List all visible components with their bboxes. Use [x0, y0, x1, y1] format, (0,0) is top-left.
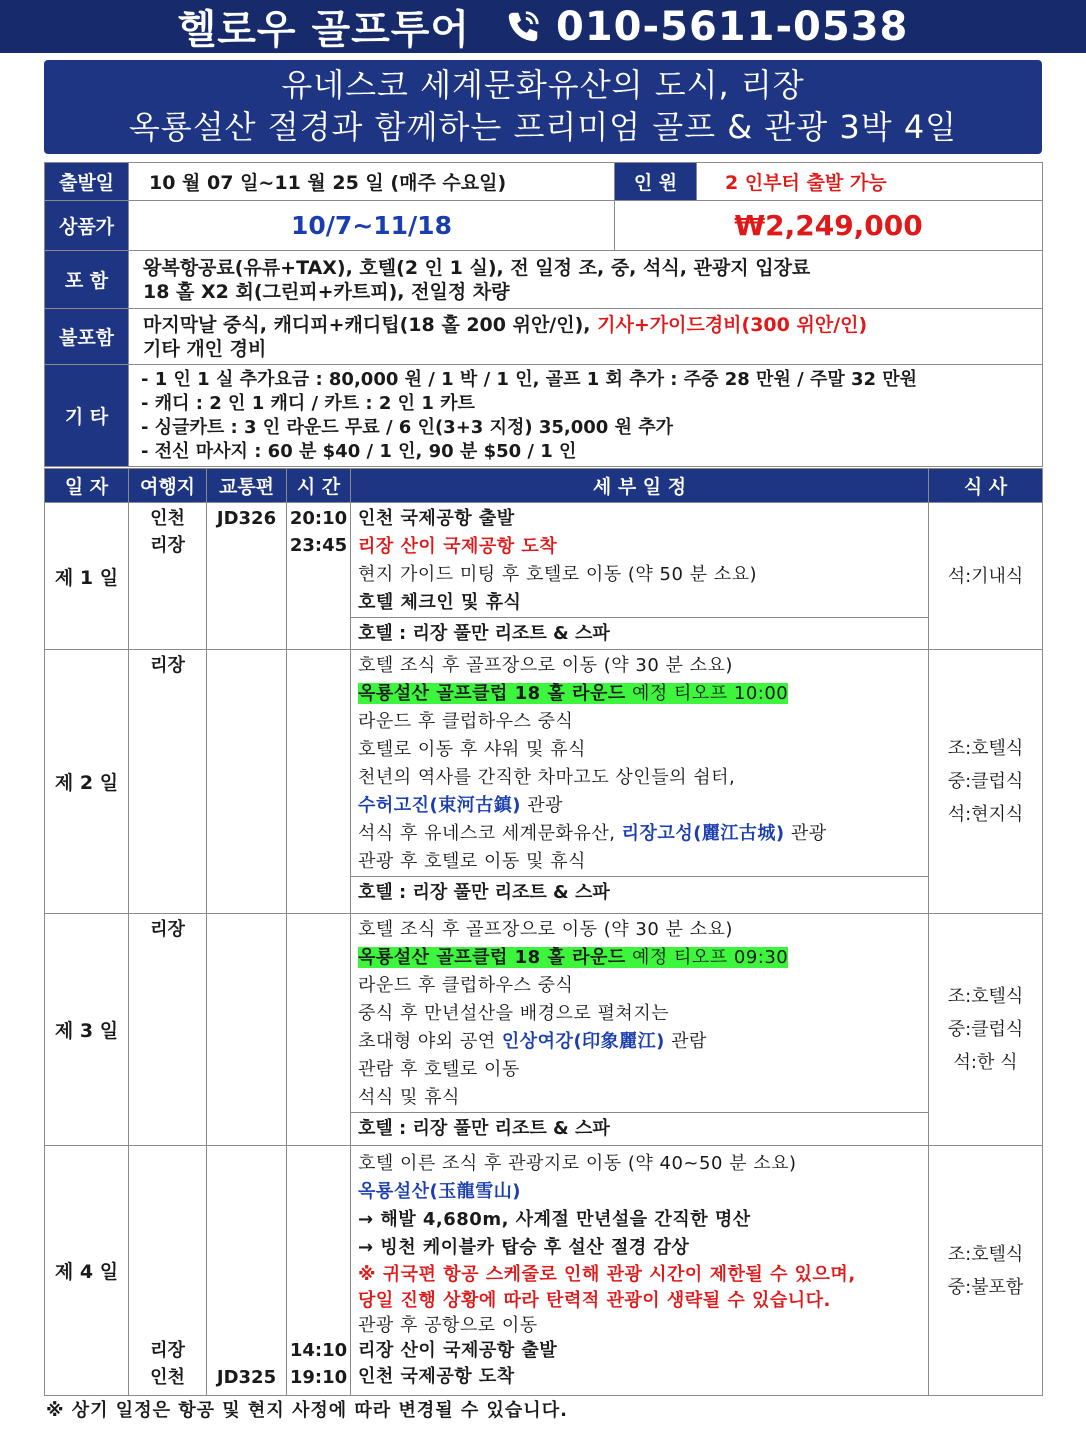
- warning-line: ※ 귀국편 항공 스케줄로 인해 관광 시간이 제한될 수 있으며,: [358, 1264, 856, 1285]
- phone-number: 010-5611-0538: [556, 3, 909, 50]
- departure-value: 10 월 07 일~11 월 25 일 (매주 수요일): [129, 163, 615, 201]
- meal-item: 조:호텔식: [947, 986, 1024, 1007]
- title-line-2: 옥룡설산 절경과 함께하는 프리미엄 골프 & 관광 3박 4일: [128, 108, 958, 146]
- meal-item: 중:클럽식: [947, 1019, 1024, 1040]
- flight-times: [287, 1146, 351, 1396]
- flight-number: JD326: [216, 508, 277, 529]
- dest-depart: 리장: [150, 1340, 185, 1361]
- etc-list: [129, 365, 1043, 467]
- price-label: 상품가: [45, 201, 129, 251]
- people-label: 인 원: [615, 163, 697, 201]
- meal-item: 조:호텔식: [947, 1243, 1024, 1265]
- sightseeing-spot: 인상여강(印象麗江): [501, 1031, 665, 1052]
- meal-item: 조:호텔식: [947, 738, 1024, 759]
- flight-times: [287, 503, 351, 650]
- phone-contact[interactable]: [504, 4, 908, 50]
- etc-line: - 1 인 1 실 추가요금 : 80,000 원 / 1 박 / 1 인, 골프 1 회 추가 : 주중 28 만원 / 주말 32 만원: [141, 368, 918, 390]
- day-label: 제 3 일: [45, 914, 129, 1146]
- detail-line: 관광 후 공항으로 이동: [358, 1315, 538, 1336]
- dest-name: 리장: [150, 919, 185, 940]
- col-detail: 세 부 일 정: [351, 469, 929, 503]
- exclude-label: 불포함: [45, 309, 129, 365]
- etc-line: - 전신 마사지 : 60 분 $40 / 1 인, 90 분 $50 / 1 인: [141, 440, 577, 462]
- detail-line: 호텔 이른 조식 후 관광지로 이동 (약 40~50 분 소요): [358, 1153, 797, 1174]
- day-row-4: [45, 1146, 1043, 1396]
- detail-text: 초대형 야외 공연: [358, 1031, 502, 1052]
- col-destination: 여행지: [129, 469, 207, 503]
- meal-info: [929, 1146, 1043, 1396]
- detail-line: → 해발 4,680m, 사계절 만년설을 간직한 명산: [358, 1209, 751, 1230]
- detail-line: 리장 산이 국제공항 도착: [358, 536, 558, 557]
- detail-line: 천년의 역사를 간직한 차마고도 상인들의 쉼터,: [358, 767, 736, 788]
- flight-times: [287, 650, 351, 914]
- dest-depart: 인천: [150, 508, 185, 529]
- day-detail: [351, 650, 929, 914]
- detail-line: 관람 후 호텔로 이동: [358, 1059, 520, 1080]
- title-banner: [44, 60, 1042, 154]
- col-transport: 교통편: [207, 469, 287, 503]
- sightseeing-spot: 리장고성(麗江古城): [621, 823, 785, 844]
- detail-line: 리장 산이 국제공항 출발: [358, 1340, 558, 1361]
- phone-icon: [504, 8, 542, 46]
- flight-code: [207, 650, 287, 914]
- day-detail: [351, 503, 929, 650]
- flight-times: [287, 914, 351, 1146]
- title-line-1: 유네스코 세계문화유산의 도시, 리장: [281, 66, 805, 104]
- day-label: 제 4 일: [45, 1146, 129, 1396]
- day-row-2: [45, 650, 1043, 914]
- col-time: 시 간: [287, 469, 351, 503]
- detail-line: 라운드 후 클럽하우스 중식: [358, 711, 574, 732]
- detail-text: 관광: [784, 823, 827, 844]
- destination: [129, 650, 207, 914]
- dest-name: 리장: [150, 655, 185, 676]
- golf-round: 옥룡설산 골프클럽 18 홀 라운드: [358, 947, 626, 968]
- detail-line: 인천 국제공항 출발: [358, 508, 515, 529]
- detail-line: 관광 후 호텔로 이동 및 휴식: [358, 851, 586, 872]
- day-row-1: [45, 503, 1043, 650]
- brand-bar: [0, 0, 1086, 53]
- day-detail: [351, 914, 929, 1146]
- day-row-3: [45, 914, 1043, 1146]
- destination: [129, 914, 207, 1146]
- etc-label: 기 타: [45, 365, 129, 467]
- hotel-line: 호텔 : 리장 풀만 리조트 & 스파: [351, 1112, 928, 1144]
- people-value: 2 인부터 출발 가능: [697, 163, 1043, 201]
- dest-arrive: 리장: [150, 535, 185, 556]
- detail-line: 현지 가이드 미팅 후 호텔로 이동 (약 50 분 소요): [358, 564, 758, 585]
- price-value: ₩2,249,000: [615, 201, 1043, 251]
- col-meal: 식 사: [929, 469, 1043, 503]
- detail-line: 호텔로 이동 후 샤워 및 휴식: [358, 739, 586, 760]
- meal-info: [929, 914, 1043, 1146]
- golf-round: 옥룡설산 골프클럽 18 홀 라운드: [358, 683, 626, 704]
- meal-info: [929, 650, 1043, 914]
- footnote: ※ 상기 일정은 항공 및 현지 사정에 따라 변경될 수 있습니다.: [46, 1400, 568, 1421]
- etc-line: - 캐디 : 2 인 1 캐디 / 카트 : 2 인 1 카트: [141, 392, 475, 414]
- include-list: [129, 251, 1043, 309]
- meal-item: 석:한 식: [953, 1052, 1018, 1073]
- meal-info: [929, 503, 1043, 650]
- arrive-time: 19:10: [289, 1367, 348, 1388]
- detail-line: 호텔 체크인 및 휴식: [358, 592, 522, 613]
- flight-code: [207, 914, 287, 1146]
- departure-label: 출발일: [45, 163, 129, 201]
- sightseeing-spot: 수허고진(束河古鎮): [358, 795, 522, 816]
- day-label: 제 1 일: [45, 503, 129, 650]
- meal-item: 중:클럽식: [947, 771, 1024, 792]
- exclude-list: [129, 309, 1043, 365]
- day-detail: [351, 1146, 929, 1396]
- warning-line: 당일 진행 상황에 따라 탄력적 관광이 생략될 수 있습니다.: [358, 1290, 831, 1311]
- exclude-text: 마지막날 중식, 캐디피+캐디팁(18 홀 200 위안/인),: [143, 313, 598, 336]
- detail-text: 석식 후 유네스코 세계문화유산,: [358, 823, 622, 844]
- detail-line: 호텔 조식 후 골프장으로 이동 (약 30 분 소요): [358, 655, 733, 676]
- tee-off-time: 예정 티오프 09:30: [625, 947, 789, 968]
- day-label: 제 2 일: [45, 650, 129, 914]
- brand-name: 헬로우 골프투어: [177, 7, 471, 53]
- tee-off-time: 예정 티오프 10:00: [625, 683, 789, 704]
- price-period: 10/7~11/18: [129, 201, 615, 251]
- meal-item: 석:기내식: [947, 565, 1024, 587]
- arrive-time: 23:45: [289, 535, 348, 556]
- col-day: 일 자: [45, 469, 129, 503]
- hotel-line: 호텔 : 리장 풀만 리조트 & 스파: [351, 617, 928, 649]
- itinerary-table: [44, 468, 1043, 1396]
- meal-item: 석:현지식: [947, 804, 1024, 825]
- detail-line: 석식 및 휴식: [358, 1087, 460, 1108]
- include-label: 포 함: [45, 251, 129, 309]
- hotel-line: 호텔 : 리장 풀만 리조트 & 스파: [351, 876, 928, 908]
- dest-arrive: 인천: [150, 1367, 185, 1388]
- detail-text: 관광: [521, 795, 564, 816]
- destination: [129, 503, 207, 650]
- sightseeing-spot: 옥룡설산(玉龍雪山): [358, 1181, 522, 1202]
- flight-code: [207, 503, 287, 650]
- depart-time: 14:10: [289, 1340, 348, 1361]
- exclude-line: 기타 개인 경비: [143, 337, 267, 360]
- include-line: 18 홀 X2 회(그린피+카트피), 전일정 차량: [143, 280, 510, 303]
- include-line: 왕복항공료(유류+TAX), 호텔(2 인 1 실), 전 일정 조, 중, 석식, 관광지 입장료: [143, 256, 811, 279]
- detail-line: 인천 국제공항 도착: [358, 1366, 515, 1387]
- exclude-guide-fee: 기사+가이드경비(300 위안/인): [597, 313, 868, 336]
- detail-line: 중식 후 만년설산을 배경으로 펼쳐지는: [358, 1003, 670, 1024]
- detail-line: 라운드 후 클럽하우스 중식: [358, 975, 574, 996]
- meal-item: 중:불포함: [947, 1276, 1024, 1298]
- detail-text: 관람: [664, 1031, 707, 1052]
- flight-number: JD325: [216, 1367, 277, 1388]
- detail-line: 호텔 조식 후 골프장으로 이동 (약 30 분 소요): [358, 919, 733, 940]
- depart-time: 20:10: [289, 508, 348, 529]
- etc-line: - 싱글카트 : 3 인 라운드 무료 / 6 인(3+3 지정) 35,000 원 추가: [141, 416, 674, 438]
- flight-code: [207, 1146, 287, 1396]
- detail-line: → 빙천 케이블카 탑승 후 설산 절경 감상: [358, 1237, 690, 1258]
- product-info-table: [44, 162, 1043, 467]
- destination: [129, 1146, 207, 1396]
